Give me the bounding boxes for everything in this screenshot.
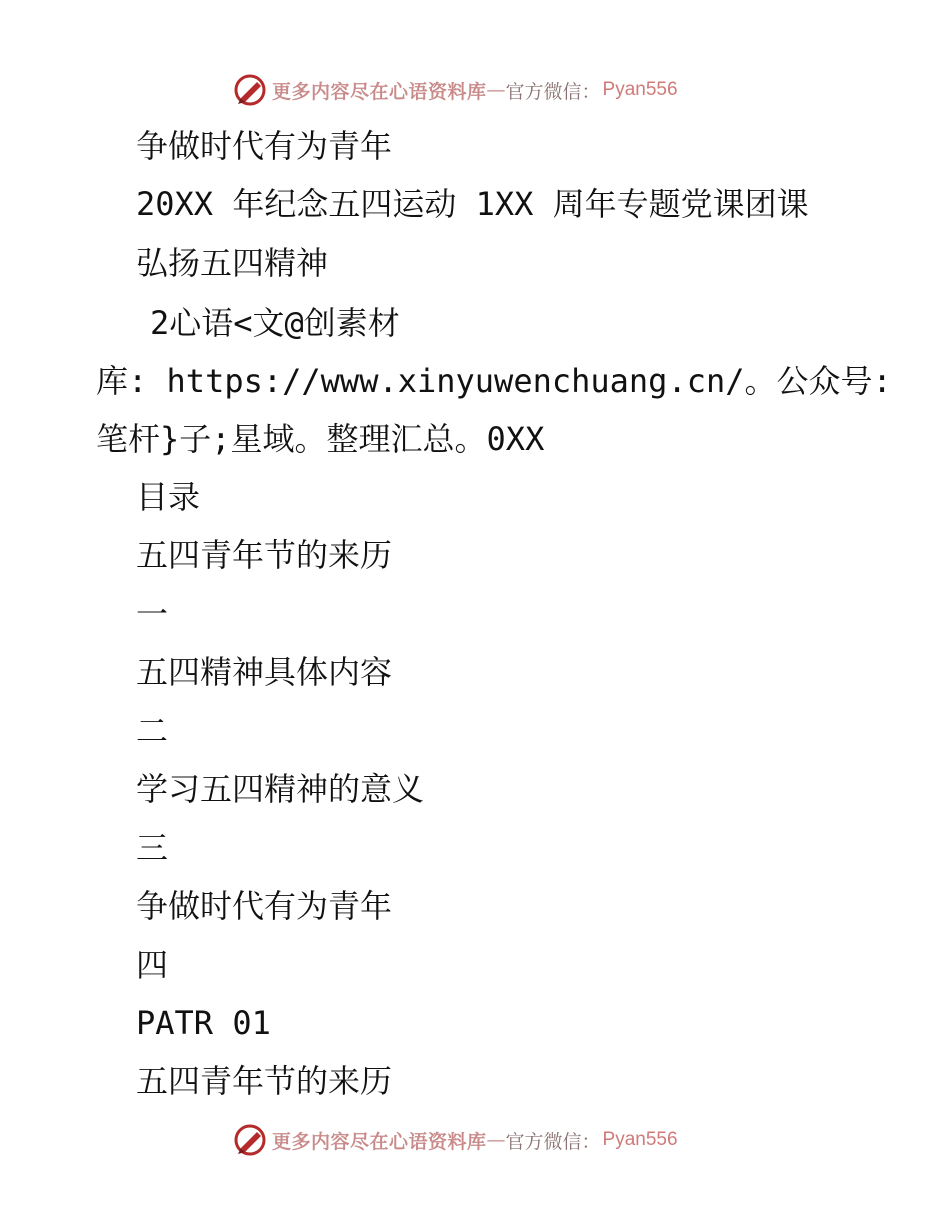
- doc-line-toc-item: 五四青年节的来历: [136, 536, 393, 574]
- watermark-wechat-id: Pyan556: [602, 1129, 678, 1150]
- doc-line-toc-number: 四: [136, 946, 169, 984]
- doc-line-subtitle: 20XX 年纪念五四运动 1XX 周年专题党课团课: [136, 185, 809, 223]
- doc-line-theme: 弘扬五四精神: [136, 244, 329, 282]
- pen-logo-icon: [232, 72, 268, 108]
- footer-watermark: [232, 1120, 752, 1160]
- doc-line-toc-number: 一: [136, 595, 169, 633]
- watermark-dash: —: [486, 79, 506, 101]
- pen-logo-icon: [232, 1122, 268, 1158]
- doc-line-toc-number: 二: [136, 712, 169, 750]
- doc-line-toc-item: 五四精神具体内容: [136, 653, 393, 691]
- doc-line-source-1: 2心语<文@创素材: [150, 304, 400, 342]
- doc-line-part-label: PATR 01: [136, 1004, 271, 1042]
- watermark-dash: —: [486, 1129, 506, 1151]
- watermark-sub-text: 官方微信：: [505, 80, 601, 103]
- header-watermark: [232, 70, 752, 110]
- doc-line-section-heading: 五四青年节的来历: [136, 1062, 393, 1100]
- watermark-main-text: 更多内容尽在心语资料库: [272, 80, 487, 103]
- doc-line-toc-number: 三: [136, 829, 169, 867]
- watermark-sub-text: 官方微信：: [505, 1130, 601, 1153]
- doc-line-toc-heading: 目录: [136, 478, 201, 516]
- watermark-main-text: 更多内容尽在心语资料库: [272, 1130, 487, 1153]
- doc-line-source-3: 笔杆}子;星域。整理汇总。0XX: [96, 420, 545, 458]
- watermark-wechat-id: Pyan556: [602, 79, 678, 100]
- doc-line-title: 争做时代有为青年: [136, 127, 393, 165]
- doc-line-source-2: 库: https://www.xinyuwenchuang.cn/。公众号:: [96, 362, 892, 400]
- doc-line-toc-item: 争做时代有为青年: [136, 887, 393, 925]
- doc-line-toc-item: 学习五四精神的意义: [136, 770, 425, 808]
